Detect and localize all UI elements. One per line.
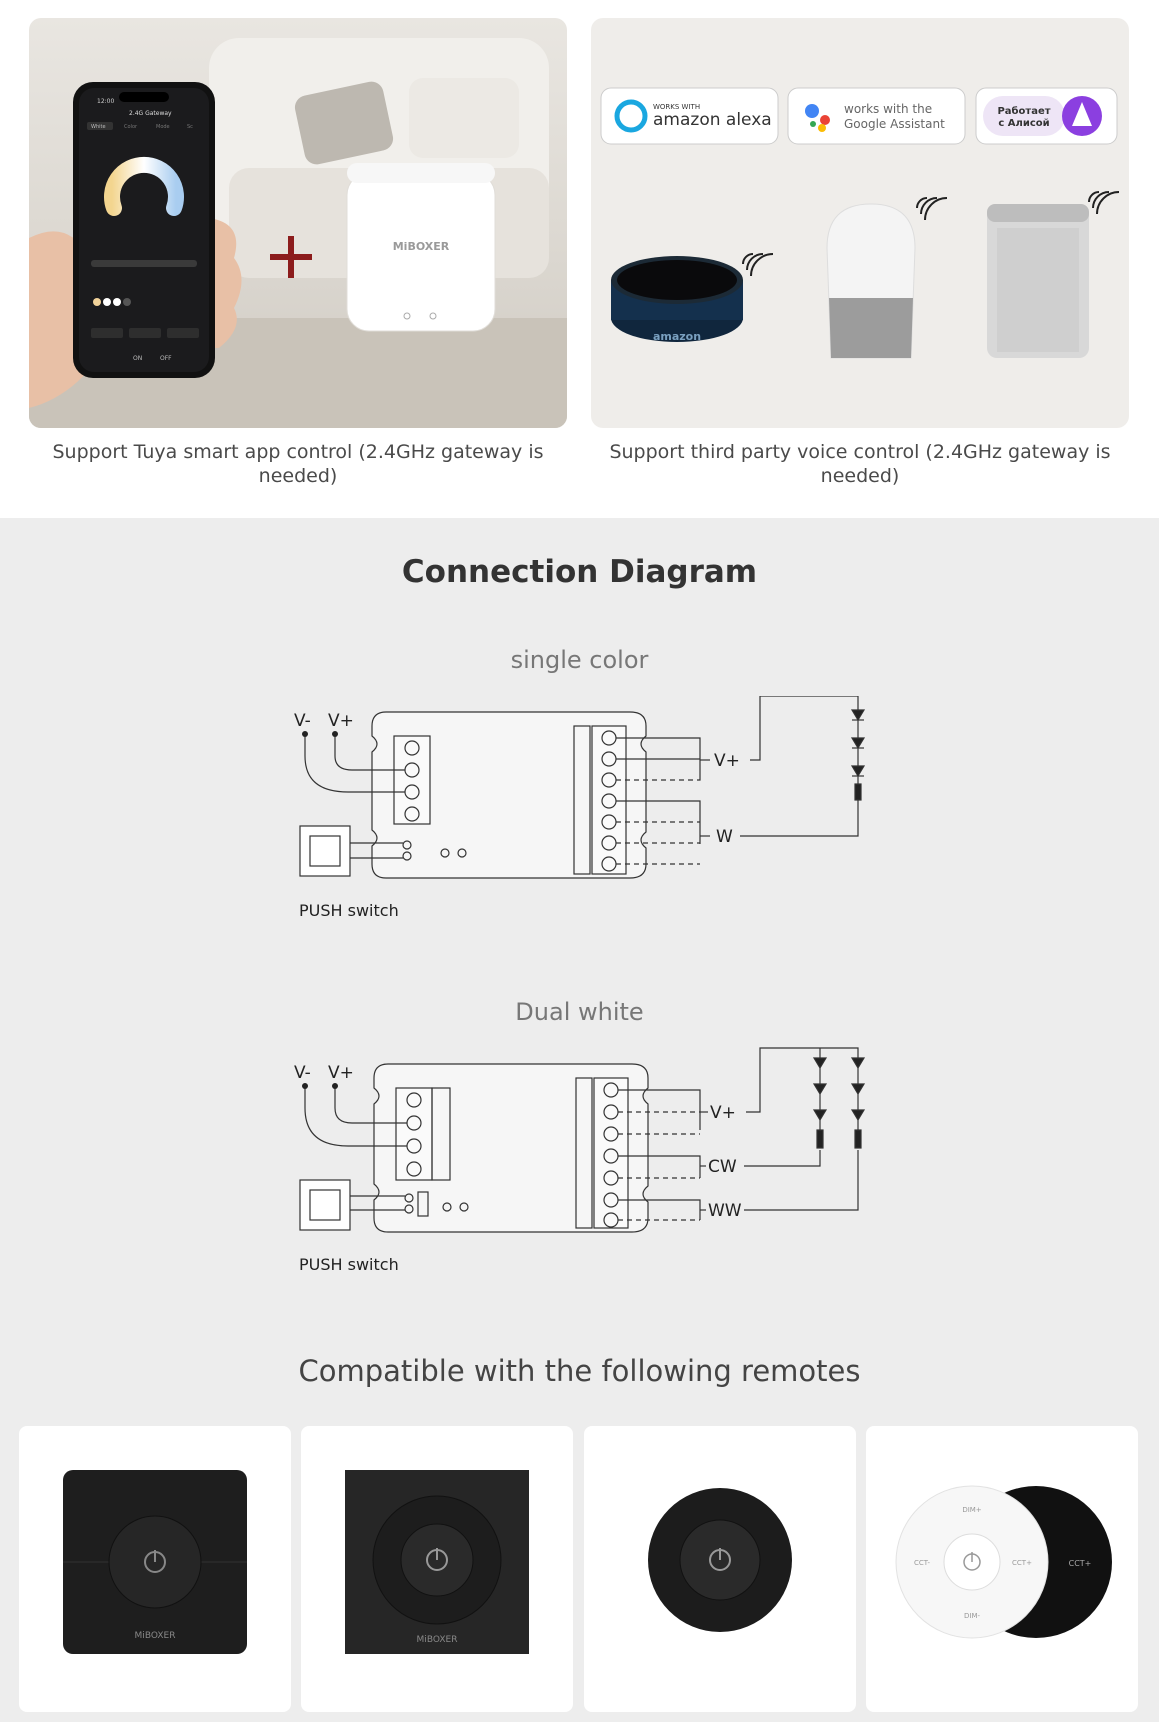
app-control-photo [29, 18, 567, 428]
dual-white-diagram [290, 1046, 880, 1311]
voice-control-photo [591, 18, 1129, 428]
alice-line2: с Алисой [998, 118, 1050, 129]
white-remote-dim-plus: DIM+ [962, 1506, 982, 1514]
single-color-diagram [290, 696, 880, 956]
phone-tab-scene[interactable]: Sc [187, 124, 193, 130]
phone-tab-white[interactable]: White [91, 124, 106, 130]
dual-out-vplus: V+ [710, 1103, 736, 1123]
dual-white-title: Dual white [515, 998, 644, 1026]
single-out-vplus: V+ [714, 751, 740, 771]
push-switch-dual [300, 1180, 350, 1230]
remote-card-rotary-panel [301, 1426, 573, 1712]
white-remote-cct-minus: CCT- [914, 1559, 930, 1567]
remote-card-square-panel [19, 1426, 291, 1712]
remote2-brand: MiBOXER [416, 1635, 458, 1645]
single-color-title: single color [510, 646, 649, 674]
white-remote-cct-plus: CCT+ [1012, 1559, 1032, 1567]
app-control-illustration [29, 18, 567, 428]
google-line1: works with the [844, 102, 933, 116]
dual-v-minus: V- [294, 1063, 311, 1083]
phone-time: 12:00 [97, 98, 115, 105]
phone-tab-color[interactable]: Color [124, 124, 138, 130]
gateway-brand: MiBOXER [392, 240, 450, 253]
round-black-remote [584, 1426, 856, 1712]
phone-off[interactable]: OFF [160, 355, 172, 362]
voice-control-caption: Support third party voice control (2.4GHz gateway is needed) [609, 441, 1111, 487]
connection-section [0, 518, 1159, 1722]
phone-tab-mode[interactable]: Mode [156, 124, 170, 130]
rotary-panel-remote [301, 1426, 573, 1712]
dual-push-switch-label: PUSH switch [299, 1255, 399, 1274]
echo-logo: amazon [652, 330, 702, 343]
single-push-switch-label: PUSH switch [299, 901, 399, 920]
app-control-caption: Support Tuya smart app control (2.4GHz gateway is needed) [52, 441, 544, 487]
remote1-brand: MiBOXER [134, 1631, 176, 1641]
dual-round-remote [866, 1426, 1138, 1712]
features-section [0, 0, 1159, 518]
remote-card-round-black [584, 1426, 856, 1712]
connection-title: Connection Diagram [401, 554, 758, 590]
dual-out-cw: CW [708, 1157, 737, 1177]
google-line2: Google Assistant [844, 117, 945, 131]
single-v-plus: V+ [328, 711, 354, 731]
google-home-device [827, 198, 947, 358]
voice-control-illustration [591, 18, 1129, 428]
square-panel-remote [19, 1426, 291, 1712]
black-remote-cct-plus: CCT+ [1068, 1559, 1092, 1568]
led-strings-dual [814, 1058, 864, 1148]
alexa-small-text: WORKS WITH [653, 103, 701, 111]
dual-v-plus: V+ [328, 1063, 354, 1083]
alice-line1: Работает [997, 106, 1051, 117]
remote-card-dual-round [866, 1426, 1138, 1712]
single-out-w: W [716, 827, 733, 847]
single-v-minus: V- [294, 711, 311, 731]
yandex-station-device [987, 192, 1119, 358]
white-remote-dim-minus: DIM- [963, 1612, 981, 1620]
alexa-big-text: amazon alexa [653, 110, 772, 130]
dual-out-ww: WW [708, 1201, 742, 1221]
push-switch [300, 826, 350, 876]
phone-title: 2.4G Gateway [129, 110, 172, 117]
remotes-title: Compatible with the following remotes [298, 1354, 861, 1388]
phone-on[interactable]: ON [133, 355, 143, 362]
amazon-echo-device [611, 254, 773, 343]
